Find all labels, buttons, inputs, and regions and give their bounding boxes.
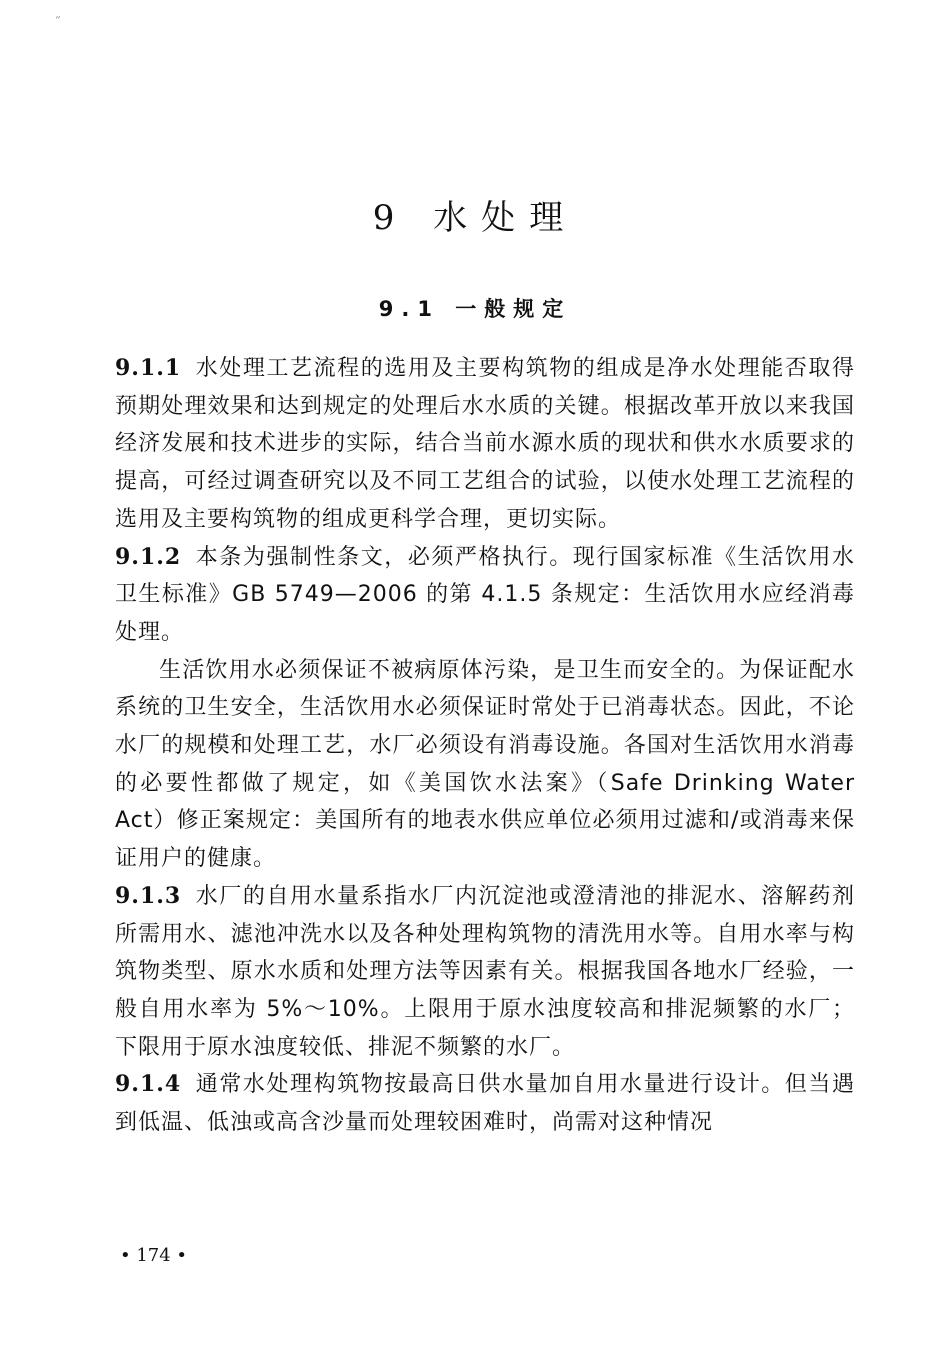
chapter-title: 9 水处理 <box>372 198 578 238</box>
paragraph-text: 通常水处理构筑物按最高日供水量加自用水量进行设计。但当遇到低温、低浊或高含沙量而处理较困难时，尚需对这种情况 <box>115 1072 855 1136</box>
paragraph-text: 水处理工艺流程的选用及主要构筑物的组成是净水处理能否取得预期处理效果和达到规定的处理后水水质的关键。根据改革开放以来我国经济发展和技术进步的实际，结合当前水源水质的现状和供水水质要求的提高，可经过调查研究以及不同工艺组合的试验，以使水处理工艺流程的选用及主要构筑物的组成更科学合理，更切实际。 <box>115 356 855 532</box>
scan-mark: “ <box>55 14 61 27</box>
body-text <box>115 350 855 1142</box>
paragraph-9-1-4 <box>115 1066 855 1141</box>
paragraph-text: 本条为强制性条文，必须严格执行。现行国家标准《生活饮用水卫生标准》GB 5749—2006 的第 4.1.5 条规定：生活饮用水应经消毒处理。 <box>115 544 855 645</box>
clause-number: 9.1.2 <box>115 543 182 570</box>
clause-number: 9.1.1 <box>115 355 182 381</box>
paragraph-9-1-2 <box>115 539 855 652</box>
section-title: 9.1 一般规定 <box>378 297 572 321</box>
paragraph-9-1-1 <box>115 350 855 539</box>
clause-number: 9.1.4 <box>115 1071 182 1098</box>
paragraph-text: 生活饮用水必须保证不被病原体污染，是卫生而安全的。为保证配水系统的卫生安全，生活饮用水必须保证时常处于已消毒状态。因此，不论水厂的规模和处理工艺，水厂必须设有消毒设施。各国对生活饮用水消毒的必要性都做了规定，如《美国饮水法案》（Safe Drinking Water Act）修正案规定：美国所有的地表水供应单位必须用过滤和/或消毒来保证用户的健康。 <box>115 657 855 872</box>
paragraph-text: 水厂的自用水量系指水厂内沉淀池或澄清池的排泥水、溶解药剂所需用水、滤池冲洗水以及各种处理构筑物的清洗用水等。自用水率与构筑物类型、原水水质和处理方法等因素有关。根据我国各地水厂经验，一般自用水率为 5%～10%。上限用于原水浊度较高和排泥频繁的水厂；下限用于原水浊度较低、排泥不频繁的水厂。 <box>115 883 855 1060</box>
page-number: • 174 • <box>120 1245 188 1266</box>
paragraph-9-1-2-continued <box>115 652 855 878</box>
clause-number: 9.1.3 <box>115 882 182 909</box>
paragraph-9-1-3 <box>115 878 855 1067</box>
